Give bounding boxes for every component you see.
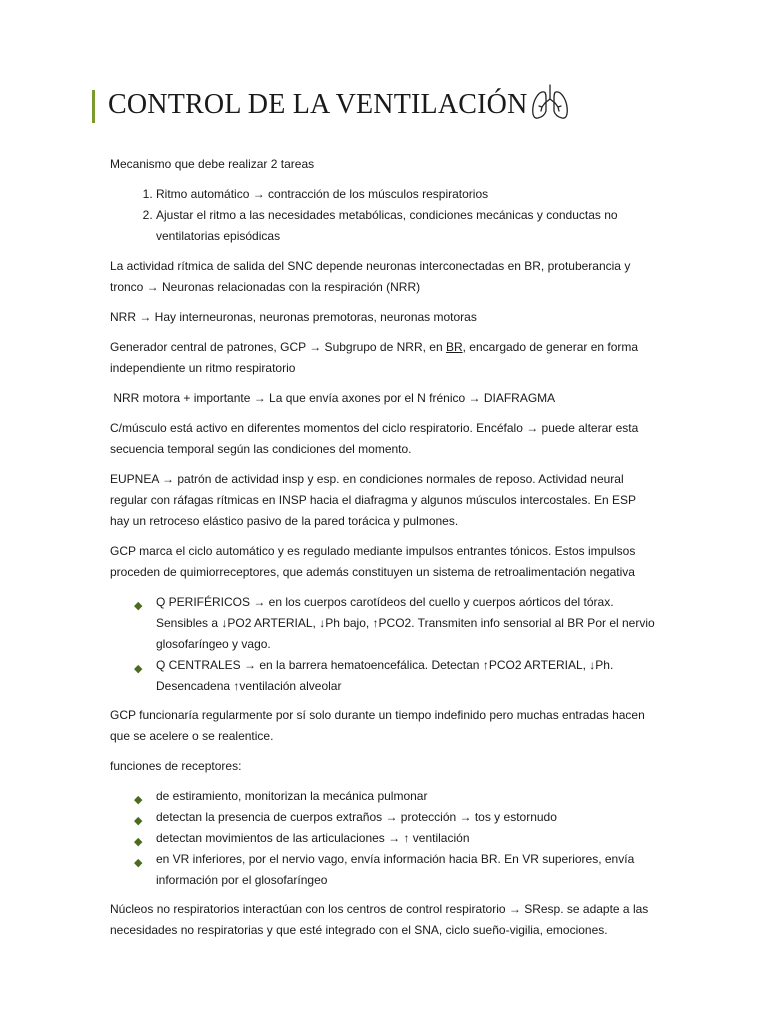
paragraph-nucleos: Núcleos no respiratorios interactúan con los centros de control respiratorio → SResp. se adapte a las necesidades no respiratorias y que esté integrado con el SNA, ciclo sueño-vigilia, emociones.	[110, 902, 649, 937]
list-item: ◆ en VR inferiores, por el nervio vago, envía información hacia BR. En VR superiores, envía información por el glosofaríngeo	[134, 852, 635, 887]
paragraph-nrr-motora: NRR motora + importante → La que envía axones por el N frénico → DIAFRAGMA	[110, 391, 556, 405]
gcp-underlined-text: BR	[445, 340, 463, 354]
title-text: CONTROL DE LA VENTILACIÓN	[108, 89, 528, 120]
diamond-bullet-icon: ◆	[134, 857, 143, 869]
gcp-text-after: , encargado de generar en forma independiente un ritmo respiratorio	[110, 340, 639, 375]
receptores-list	[110, 786, 655, 891]
paragraph-eupnea: EUPNEA → patrón de actividad insp y esp. en condiciones normales de reposo. Actividad neural regular con ráfagas rítmicas en INSP hacia el diafragma y algunos músculos intercostales. En ESP hay un retroceso elástico pasivo de la pared torácica y pulmones.	[110, 472, 636, 528]
diamond-bullet-icon: ◆	[134, 815, 143, 827]
paragraph-musculo: C/músculo está activo en diferentes momentos del ciclo respiratorio. Encéfalo → puede alterar esta secuencia temporal según las condiciones del momento.	[110, 421, 639, 456]
list-item: ◆ de estiramiento, monitorizan la mecánica pulmonar	[110, 786, 655, 807]
list-item: ◆ detectan la presencia de cuerpos extraños → protección → tos y estornudo	[110, 807, 655, 828]
page-title	[108, 88, 572, 122]
diamond-bullet-icon: ◆	[134, 600, 143, 612]
quimiorreceptores-list	[110, 592, 655, 697]
list-item: ◆ Q CENTRALES → en la barrera hematoencefálica. Detectan ↑PCO2 ARTERIAL, ↓Ph. Desencadena ↑ventilación alveolar	[134, 658, 614, 693]
diamond-bullet-icon: ◆	[134, 663, 143, 675]
paragraph-gcp-funcionaria: GCP funcionaría regularmente por sí solo durante un tiempo indefinido pero muchas entradas hacen que se acelere o se realentice.	[110, 708, 645, 743]
paragraph-gcp	[110, 337, 655, 379]
lungs-icon	[528, 82, 572, 122]
document-body	[110, 154, 655, 950]
paragraph-gcp-marca: GCP marca el ciclo automático y es regulado mediante impulsos entrantes tónicos. Estos impulsos proceden de quimiorreceptores, que además constituyen un sistema de retroalimentación negativa	[110, 544, 636, 579]
diamond-bullet-icon: ◆	[134, 794, 143, 806]
task-item: 1. Ritmo automático → contracción de los músculos respiratorios	[156, 184, 655, 205]
list-item: ◆ detectan movimientos de las articulaciones → ↑ ventilación	[110, 828, 655, 849]
gcp-text-before: Generador central de patrones, GCP → Subgrupo de NRR, en	[110, 340, 446, 354]
paragraph-funciones: funciones de receptores:	[110, 759, 242, 773]
intro-text: Mecanismo que debe realizar 2 tareas	[110, 157, 315, 171]
diamond-bullet-icon: ◆	[134, 836, 143, 848]
title-accent-bar	[92, 90, 95, 123]
paragraph-actividad: La actividad rítmica de salida del SNC depende neuronas interconectadas en BR, protuberancia y tronco → Neuronas relacionadas con la respiración (NRR)	[110, 259, 631, 294]
list-item: ◆ Q PERIFÉRICOS → en los cuerpos carotídeos del cuello y cuerpos aórticos del tórax. Sensibles a ↓PO2 ARTERIAL, ↓Ph bajo, ↑PCO2. Transmiten info sensorial al BR Por el nervio glosofaríngeo y vago.	[134, 595, 655, 651]
paragraph-nrr: NRR → Hay interneuronas, neuronas premotoras, neuronas motoras	[110, 310, 477, 324]
task-item: 2. Ajustar el ritmo a las necesidades metabólicas, condiciones mecánicas y conductas no ventilatorias episódicas	[156, 205, 655, 247]
tasks-list	[110, 184, 655, 247]
